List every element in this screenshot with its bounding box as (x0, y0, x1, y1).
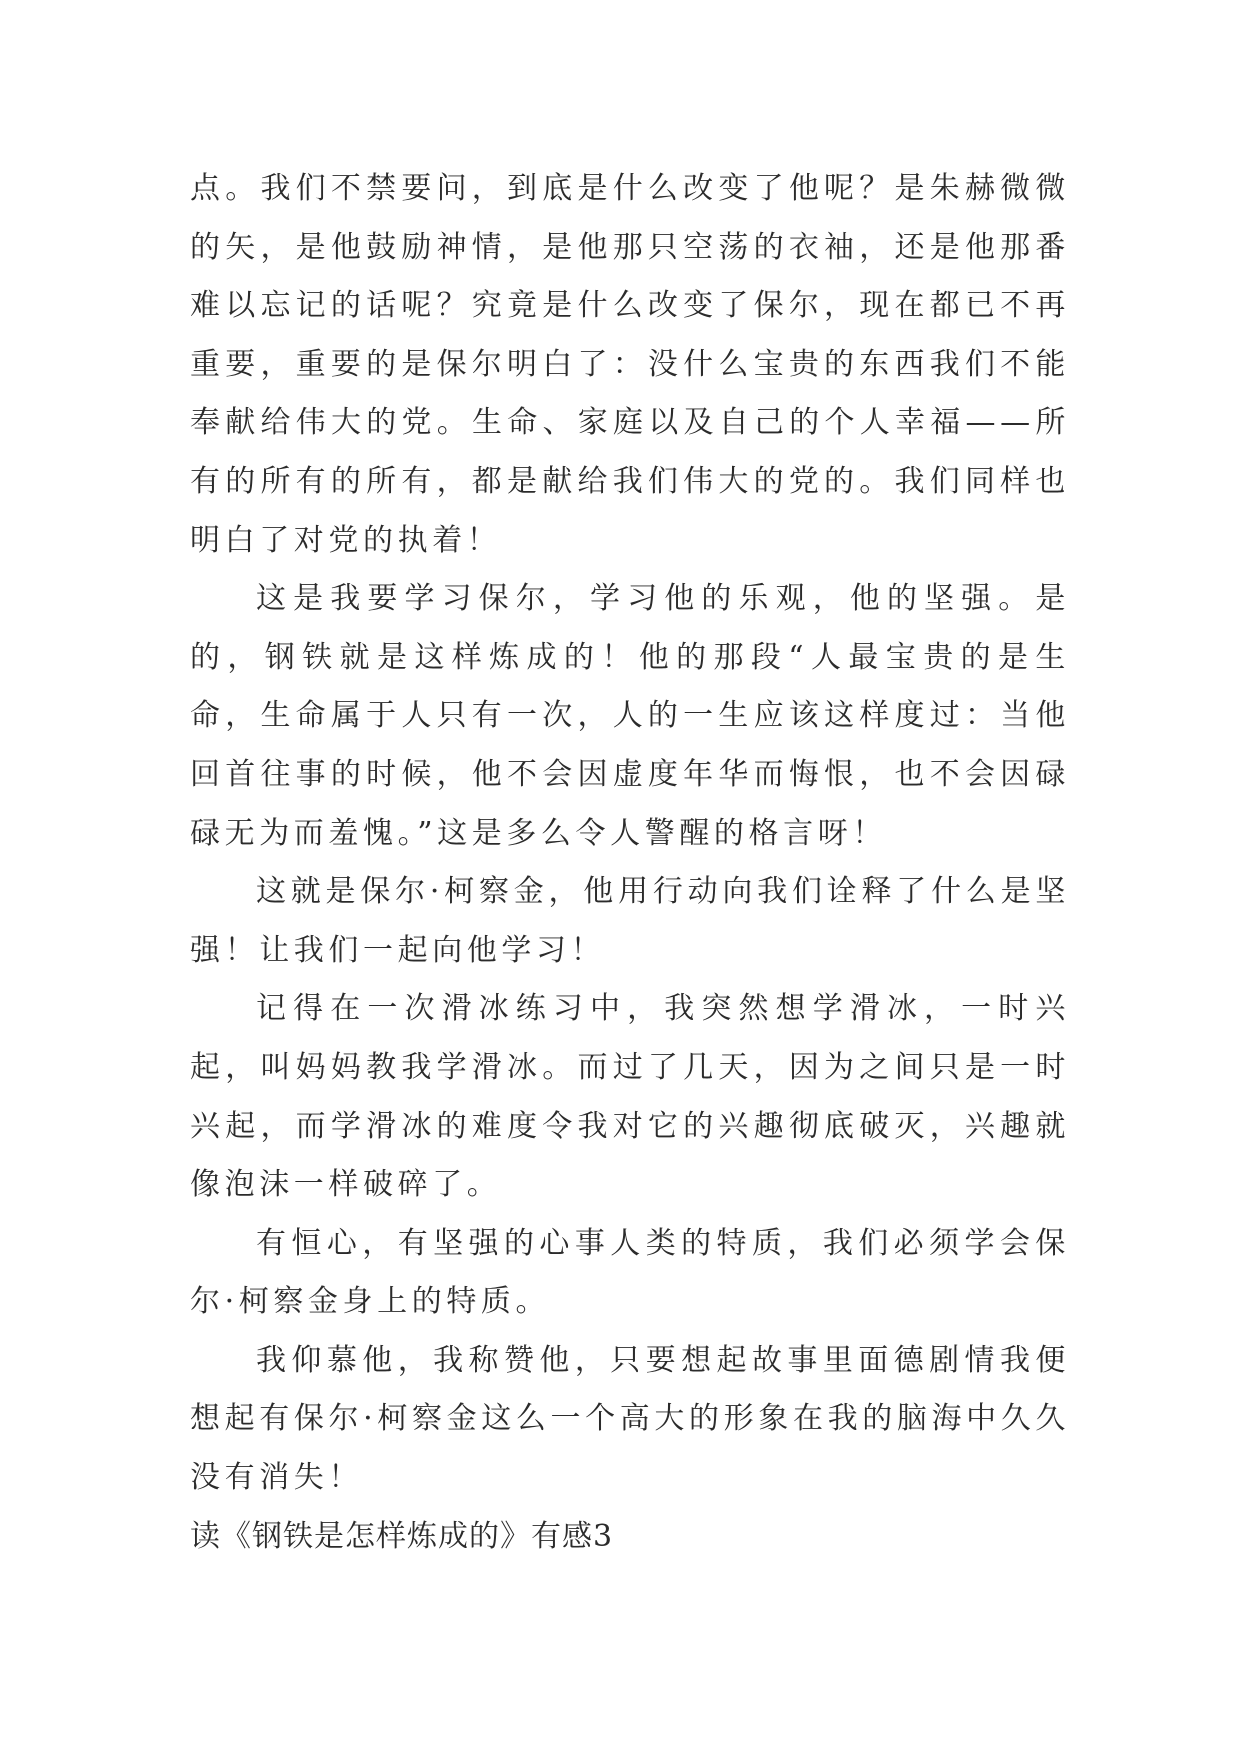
document-body (190, 160, 1070, 1566)
paragraph-3: 这就是保尔·柯察金，他用行动向我们诠释了什么是坚强！让我们一起向他学习！ (190, 874, 1070, 968)
section-heading: 读《钢铁是怎样炼成的》有感3 (190, 1518, 614, 1554)
paragraph-1: 点。我们不禁要问，到底是什么改变了他呢？是朱赫微微的矢，是他鼓励神情，是他那只空荡的衣袖，还是他那番难以忘记的话呢？究竟是什么改变了保尔，现在都已不再重要，重要的是保尔明白了：没什么宝贵的东西我们不能奉献给伟大的党。生命、家庭以及自己的个人幸福——所有的所有的所有，都是献给我们伟大的党的。我们同样也明白了对党的执着！ (190, 171, 1070, 558)
paragraph-4: 记得在一次滑冰练习中，我突然想学滑冰，一时兴起，叫妈妈教我学滑冰。而过了几天，因为之间只是一时兴起，而学滑冰的难度令我对它的兴趣彻底破灭，兴趣就像泡沫一样破碎了。 (190, 991, 1070, 1203)
paragraph-6: 我仰慕他，我称赞他，只要想起故事里面德剧情我便想起有保尔·柯察金这么一个高大的形象在我的脑海中久久没有消失！ (190, 1342, 1070, 1496)
paragraph-2: 这是我要学习保尔，学习他的乐观，他的坚强。是的，钢铁就是这样炼成的！他的那段“人最宝贵的是生命，生命属于人只有一次，人的一生应该这样度过：当他回首往事的时候，他不会因虚度年华而悔恨，也不会因碌碌无为而羞愧。”这是多么令人警醒的格言呀！ (190, 581, 1070, 851)
paragraph-5: 有恒心，有坚强的心事人类的特质，我们必须学会保尔·柯察金身上的特质。 (190, 1225, 1070, 1320)
